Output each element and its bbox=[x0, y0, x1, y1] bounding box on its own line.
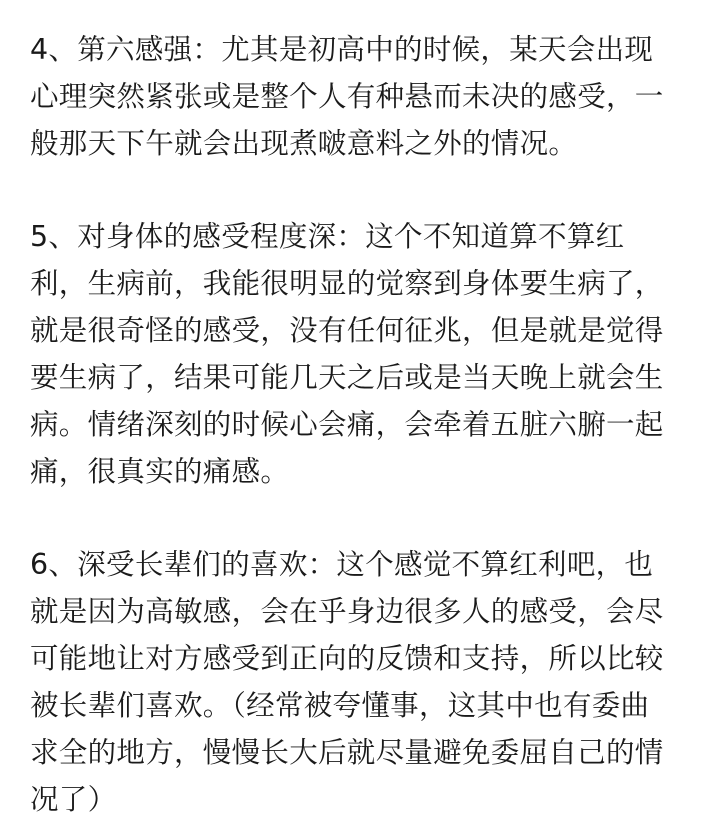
paragraph-body-awareness bbox=[30, 213, 695, 495]
text-line: 病。情绪深刻的时候心会痛，会牵着五脏六腑一起 bbox=[30, 408, 664, 441]
paragraph-spacer bbox=[30, 167, 695, 213]
text-line: 要生病了，结果可能几天之后或是当天晚上就会生 bbox=[30, 361, 664, 394]
text-line: 就是因为高敏感，会在乎身边很多人的感受，会尽 bbox=[30, 595, 664, 628]
text-line: 4、第六感强：尤其是初高中的时候，某天会出现 bbox=[30, 33, 654, 66]
article-body bbox=[30, 26, 695, 823]
paragraph-sixth-sense bbox=[30, 26, 695, 167]
paragraph-spacer bbox=[30, 495, 695, 541]
text-line: 求全的地方，慢慢长大后就尽量避免委屈自己的情 bbox=[30, 736, 664, 769]
paragraph-liked-by-elders bbox=[30, 541, 695, 823]
text-line: 就是很奇怪的感受，没有任何征兆，但是就是觉得 bbox=[30, 314, 664, 347]
text-line: 5、对身体的感受程度深：这个不知道算不算红 bbox=[30, 220, 625, 253]
text-line: 般那天下午就会出现煮啵意料之外的情况。 bbox=[30, 127, 578, 160]
text-line: 利，生病前，我能很明显的觉察到身体要生病了， bbox=[30, 267, 664, 300]
text-line: 6、深受长辈们的喜欢：这个感觉不算红利吧，也 bbox=[30, 548, 654, 581]
text-line: 被长辈们喜欢。（经常被夸懂事，这其中也有委曲 bbox=[30, 689, 650, 722]
text-line: 心理突然紧张或是整个人有种悬而未决的感受，一 bbox=[30, 80, 664, 113]
text-line: 痛，很真实的痛感。 bbox=[30, 455, 290, 488]
text-line: 可能地让对方感受到正向的反馈和支持，所以比较 bbox=[30, 642, 664, 675]
text-line: 况了） bbox=[30, 783, 117, 816]
